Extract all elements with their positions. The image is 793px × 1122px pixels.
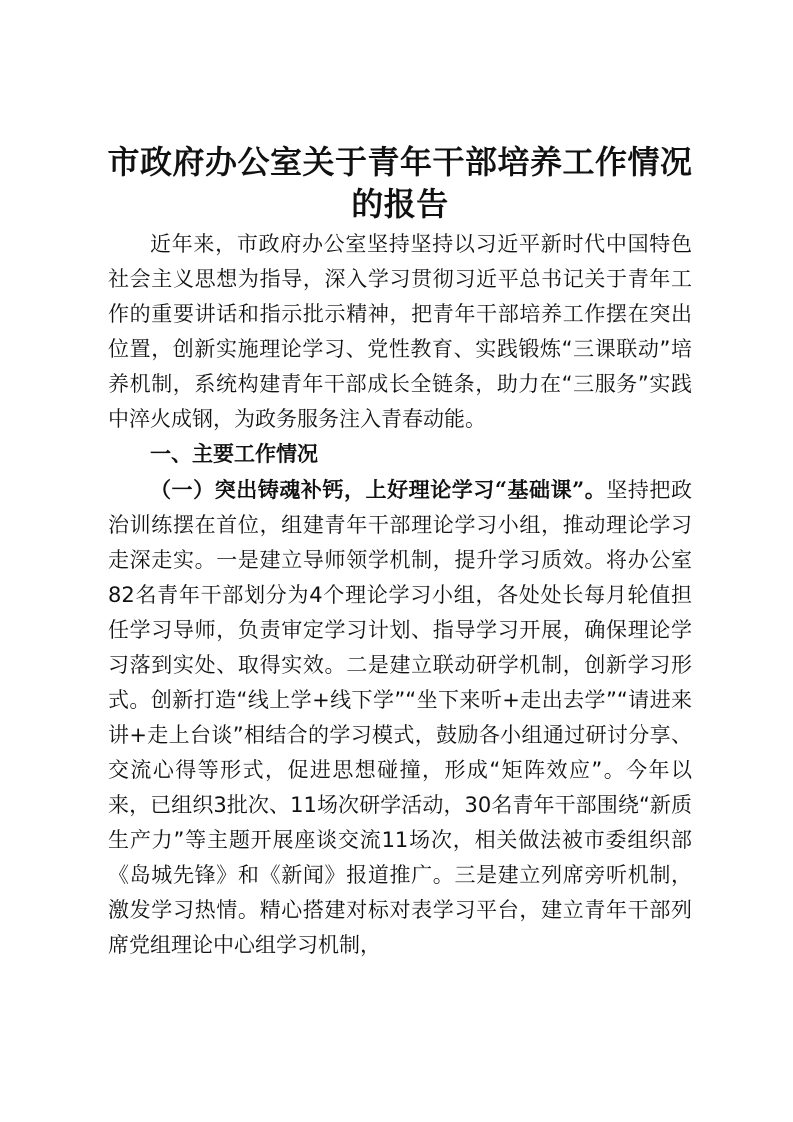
- sub-heading: （一）突出铸魂补钙，上好理论学习“基础课”。: [150, 477, 607, 502]
- document-body: [108, 227, 692, 963]
- section-heading: 一、主要工作情况: [150, 442, 318, 466]
- section-paragraph: [108, 472, 692, 963]
- sub-body-text: 坚持把政治训练摆在首位，组建青年干部理论学习小组，推动理论学习走深走实。一是建立导师领学机制，提升学习质效。将办公室82名青年干部划分为4个理论学习小组，各处处长每月轮值担任学习导师，负责审定学习计划、指导学习开展，确保理论学习落到实处、取得实效。二是建立联动研学机制，创新学习形式。创新打造“线上学+线下学”“坐下来听+走出去学”“请进来讲+走上台谈”相结合的学习模式，鼓励各小组通过研讨分享、交流心得等形式，促进思想碰撞，形成“矩阵效应”。今年以来，已组织3批次、11场次研学活动，30名青年干部围绕“新质生产力”等主题开展座谈交流11场次，相关做法被市委组织部《岛城先锋》和《新闻》报道推广。三是建立列席旁听机制，激发学习热情。精心搭建对标对表学习平台，建立青年干部列席党组理论中心组学习机制，: [108, 478, 692, 957]
- document-title: 市政府办公室关于青年干部培养工作情况的报告: [107, 143, 693, 223]
- intro-paragraph: 近年来，市政府办公室坚持坚持以习近平新时代中国特色社会主义思想为指导，深入学习贯彻习近平总书记关于青年工作的重要讲话和指示批示精神，把青年干部培养工作摆在突出位置，创新实施理论学习、党性教育、实践锻炼“三课联动”培养机制，系统构建青年干部成长全链条，助力在“三服务”实践中淬火成钢，为政务服务注入青春动能。: [108, 232, 692, 431]
